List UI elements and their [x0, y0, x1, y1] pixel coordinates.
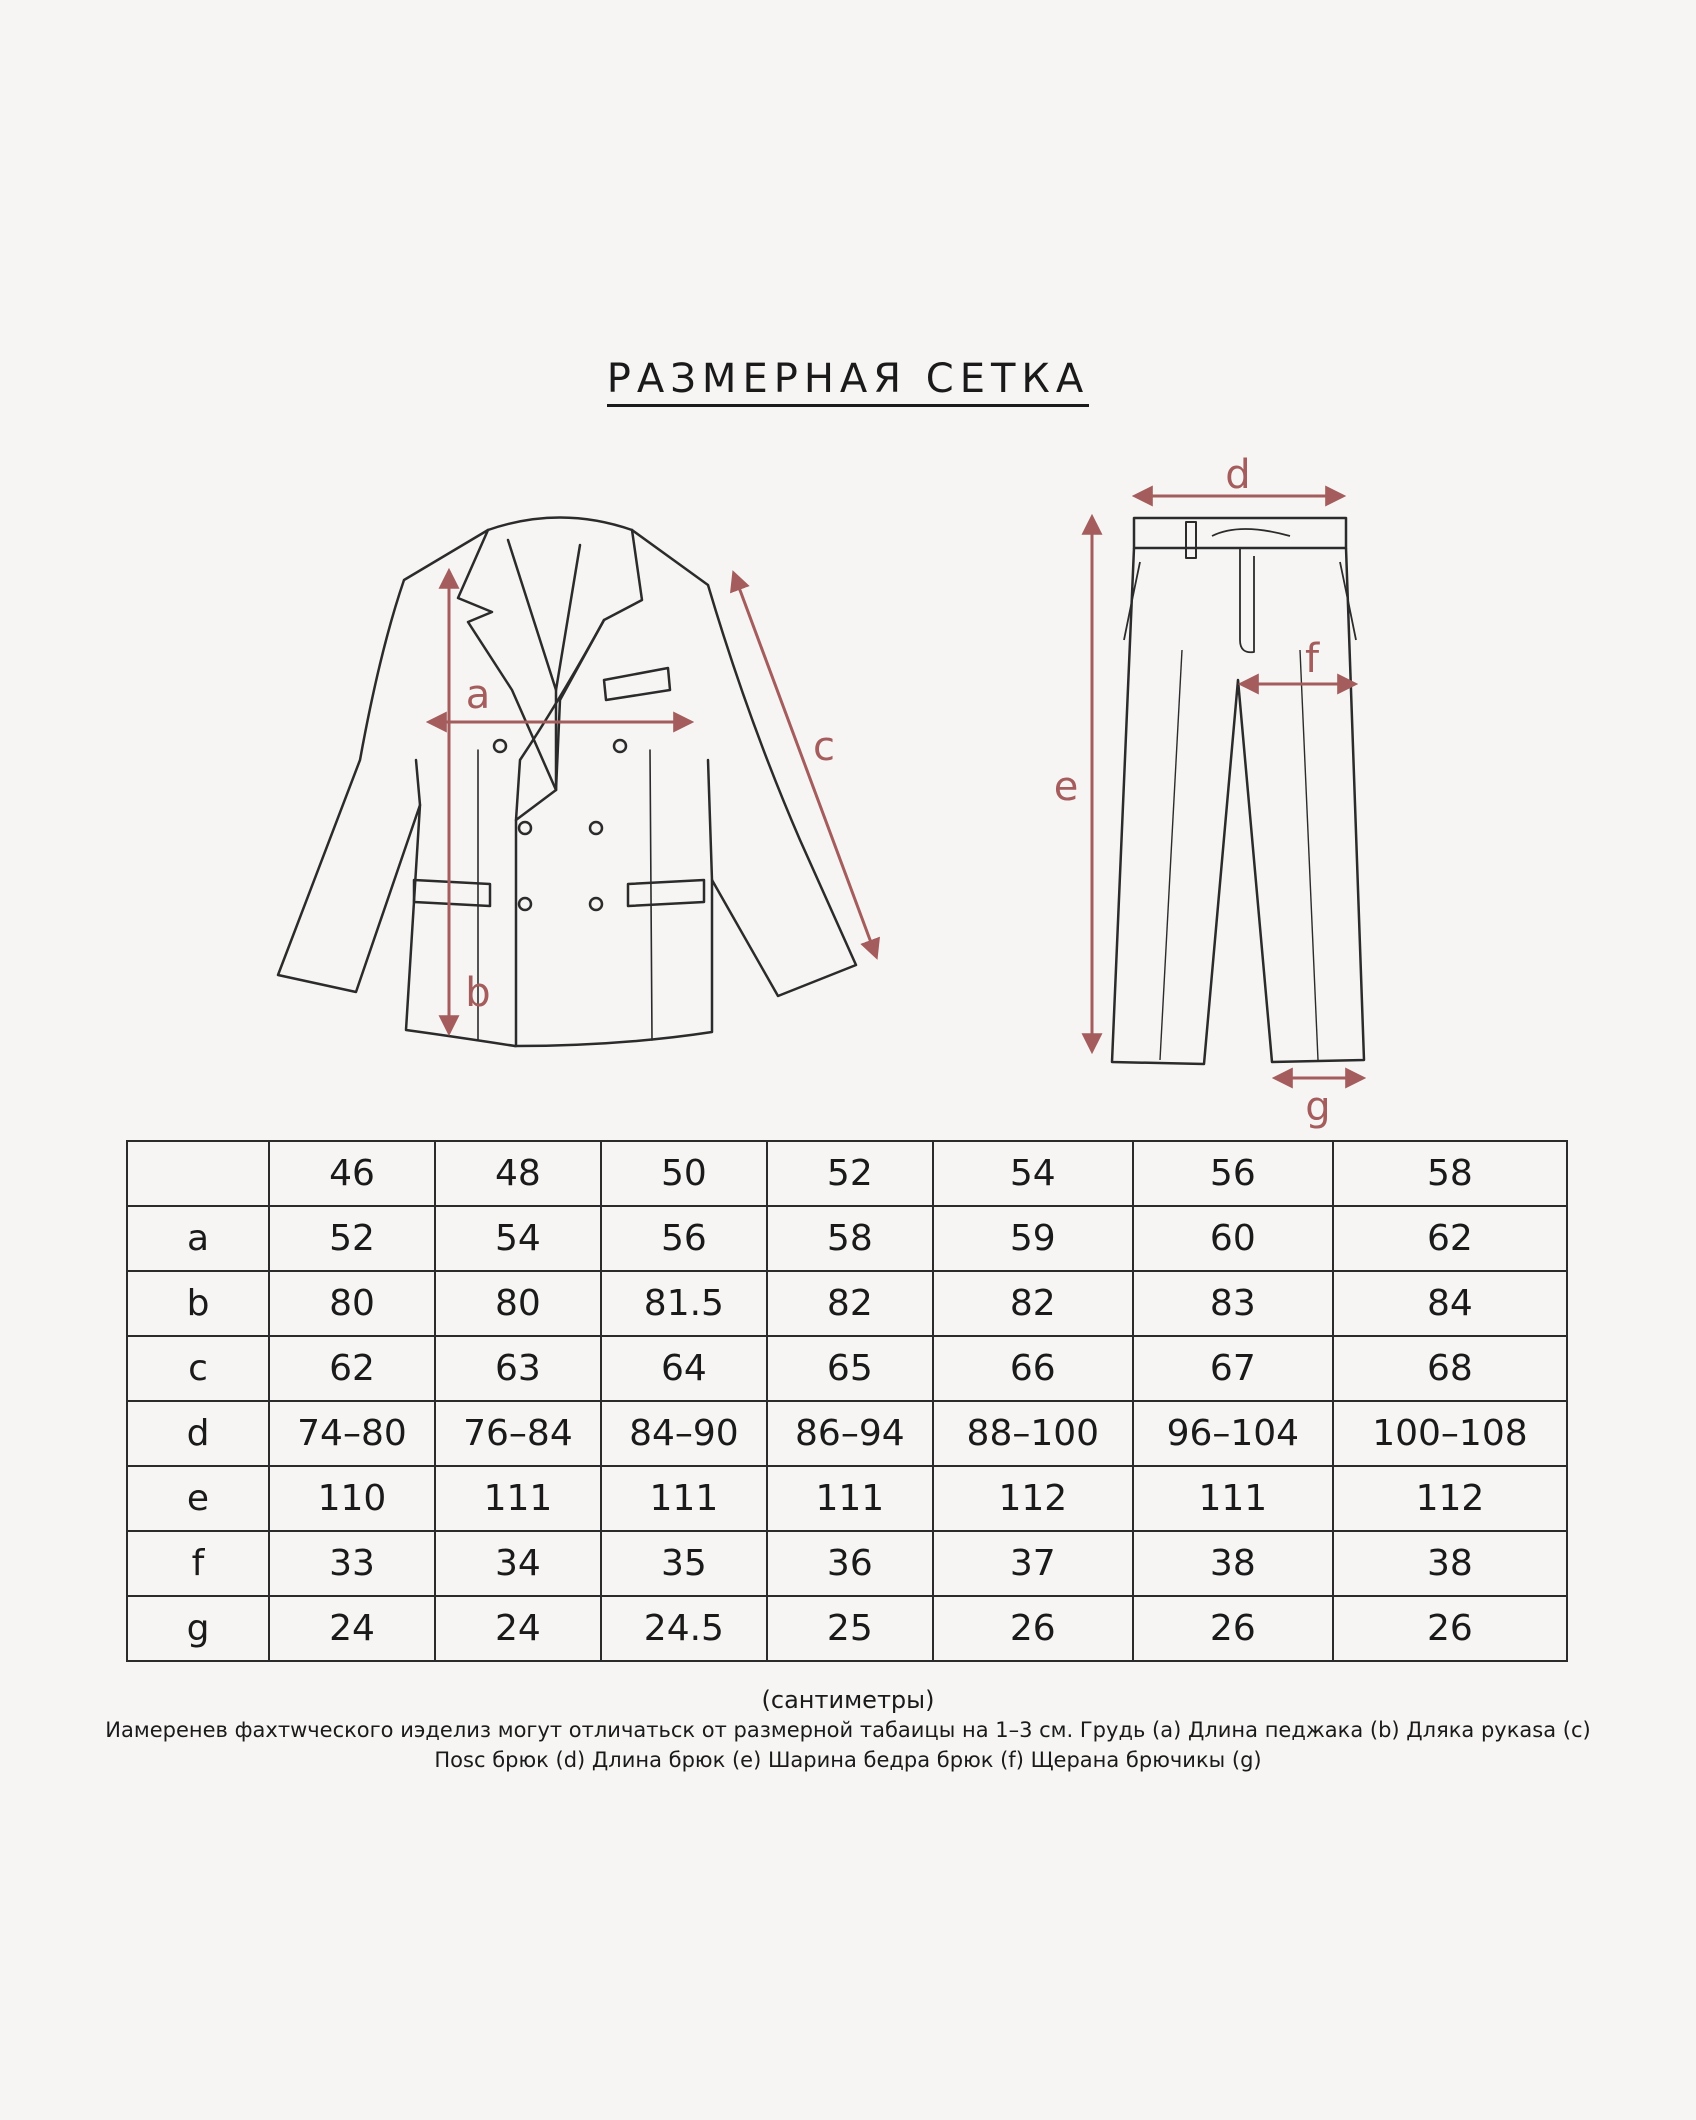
- table-cell: 80: [435, 1271, 601, 1336]
- row-label: e: [127, 1466, 269, 1531]
- table-cell: 82: [933, 1271, 1133, 1336]
- table-cell: 58: [767, 1206, 933, 1271]
- units-note: (сантиметры): [761, 1686, 935, 1714]
- table-cell: 111: [1133, 1466, 1333, 1531]
- table-cell: 24: [269, 1596, 435, 1661]
- table-cell: 80: [269, 1271, 435, 1336]
- table-cell: 26: [1133, 1596, 1333, 1661]
- table-cell: 66: [933, 1336, 1133, 1401]
- table-header-row: [127, 1141, 1567, 1206]
- table-cell: 84: [1333, 1271, 1567, 1336]
- table-cell: 38: [1333, 1531, 1567, 1596]
- table-row: [127, 1531, 1567, 1596]
- table-cell: 111: [601, 1466, 767, 1531]
- table-cell: 33: [269, 1531, 435, 1596]
- table-cell: 62: [269, 1336, 435, 1401]
- label-a: a: [465, 672, 491, 718]
- table-cell: 56: [601, 1206, 767, 1271]
- table-cell: 112: [1333, 1466, 1567, 1531]
- table-cell: 111: [435, 1466, 601, 1531]
- table-row: [127, 1336, 1567, 1401]
- table-cell: 26: [1333, 1596, 1567, 1661]
- table-row: [127, 1206, 1567, 1271]
- table-cell: 64: [601, 1336, 767, 1401]
- table-cell: 76–84: [435, 1401, 601, 1466]
- table-cell: 67: [1133, 1336, 1333, 1401]
- table-cell: 26: [933, 1596, 1133, 1661]
- table-cell: 86–94: [767, 1401, 933, 1466]
- table-cell: 25: [767, 1596, 933, 1661]
- size-header-cell: 56: [1133, 1141, 1333, 1206]
- table-cell: 24: [435, 1596, 601, 1661]
- table-cell: 60: [1133, 1206, 1333, 1271]
- size-header-cell: 48: [435, 1141, 601, 1206]
- table-cell: 63: [435, 1336, 601, 1401]
- measure-line-c: [734, 574, 876, 956]
- table-cell: 110: [269, 1466, 435, 1531]
- size-header-cell: 54: [933, 1141, 1133, 1206]
- table-cell: 111: [767, 1466, 933, 1531]
- table-cell: 59: [933, 1206, 1133, 1271]
- label-b: b: [465, 970, 491, 1016]
- table-cell: 65: [767, 1336, 933, 1401]
- table-cell: 37: [933, 1531, 1133, 1596]
- table-cell: 52: [269, 1206, 435, 1271]
- table-cell: 96–104: [1133, 1401, 1333, 1466]
- table-cell: 34: [435, 1531, 601, 1596]
- size-header-cell: 46: [269, 1141, 435, 1206]
- table-cell: 24.5: [601, 1596, 767, 1661]
- footnote-line-1: Иамеренев фахтwческого иэделиз могут отличатьск от размерной табаицы на 1–3 см. Грудь (a) Длина педжака (b) Дляка рукаѕа (c): [105, 1718, 1591, 1742]
- table-cell: 112: [933, 1466, 1133, 1531]
- size-header-cell: 58: [1333, 1141, 1567, 1206]
- table-row: [127, 1271, 1567, 1336]
- page-title: РАЗМЕРНАЯ СЕТКА: [0, 356, 1696, 407]
- row-label: b: [127, 1271, 269, 1336]
- row-label: c: [127, 1336, 269, 1401]
- table-cell: 84–90: [601, 1401, 767, 1466]
- table-corner-cell: [127, 1141, 269, 1206]
- footnote-line-2: Поѕс брюк (d) Длина брюк (e) Шарина бедра брюк (f) Щерана брючикы (g): [434, 1748, 1262, 1772]
- table-row: [127, 1466, 1567, 1531]
- table-cell: 68: [1333, 1336, 1567, 1401]
- table-cell: 74–80: [269, 1401, 435, 1466]
- label-e: e: [1053, 764, 1079, 810]
- row-label: g: [127, 1596, 269, 1661]
- row-label: d: [127, 1401, 269, 1466]
- table-row: [127, 1596, 1567, 1661]
- table-cell: 83: [1133, 1271, 1333, 1336]
- row-label: f: [127, 1531, 269, 1596]
- label-c: c: [813, 724, 835, 770]
- size-table: [126, 1140, 1568, 1662]
- table-cell: 81.5: [601, 1271, 767, 1336]
- table-cell: 38: [1133, 1531, 1333, 1596]
- trousers-illustration: [1112, 518, 1364, 1064]
- label-g: g: [1305, 1084, 1331, 1130]
- table-cell: 54: [435, 1206, 601, 1271]
- jacket-illustration: [278, 518, 856, 1047]
- row-label: a: [127, 1206, 269, 1271]
- measurement-lines: [430, 496, 1362, 1078]
- label-f: f: [1304, 636, 1320, 682]
- label-d: d: [1225, 452, 1251, 498]
- table-cell: 35: [601, 1531, 767, 1596]
- table-cell: 36: [767, 1531, 933, 1596]
- table-cell: 82: [767, 1271, 933, 1336]
- table-cell: 88–100: [933, 1401, 1133, 1466]
- table-cell: 62: [1333, 1206, 1567, 1271]
- size-header-cell: 50: [601, 1141, 767, 1206]
- table-cell: 100–108: [1333, 1401, 1567, 1466]
- size-header-cell: 52: [767, 1141, 933, 1206]
- table-row: [127, 1401, 1567, 1466]
